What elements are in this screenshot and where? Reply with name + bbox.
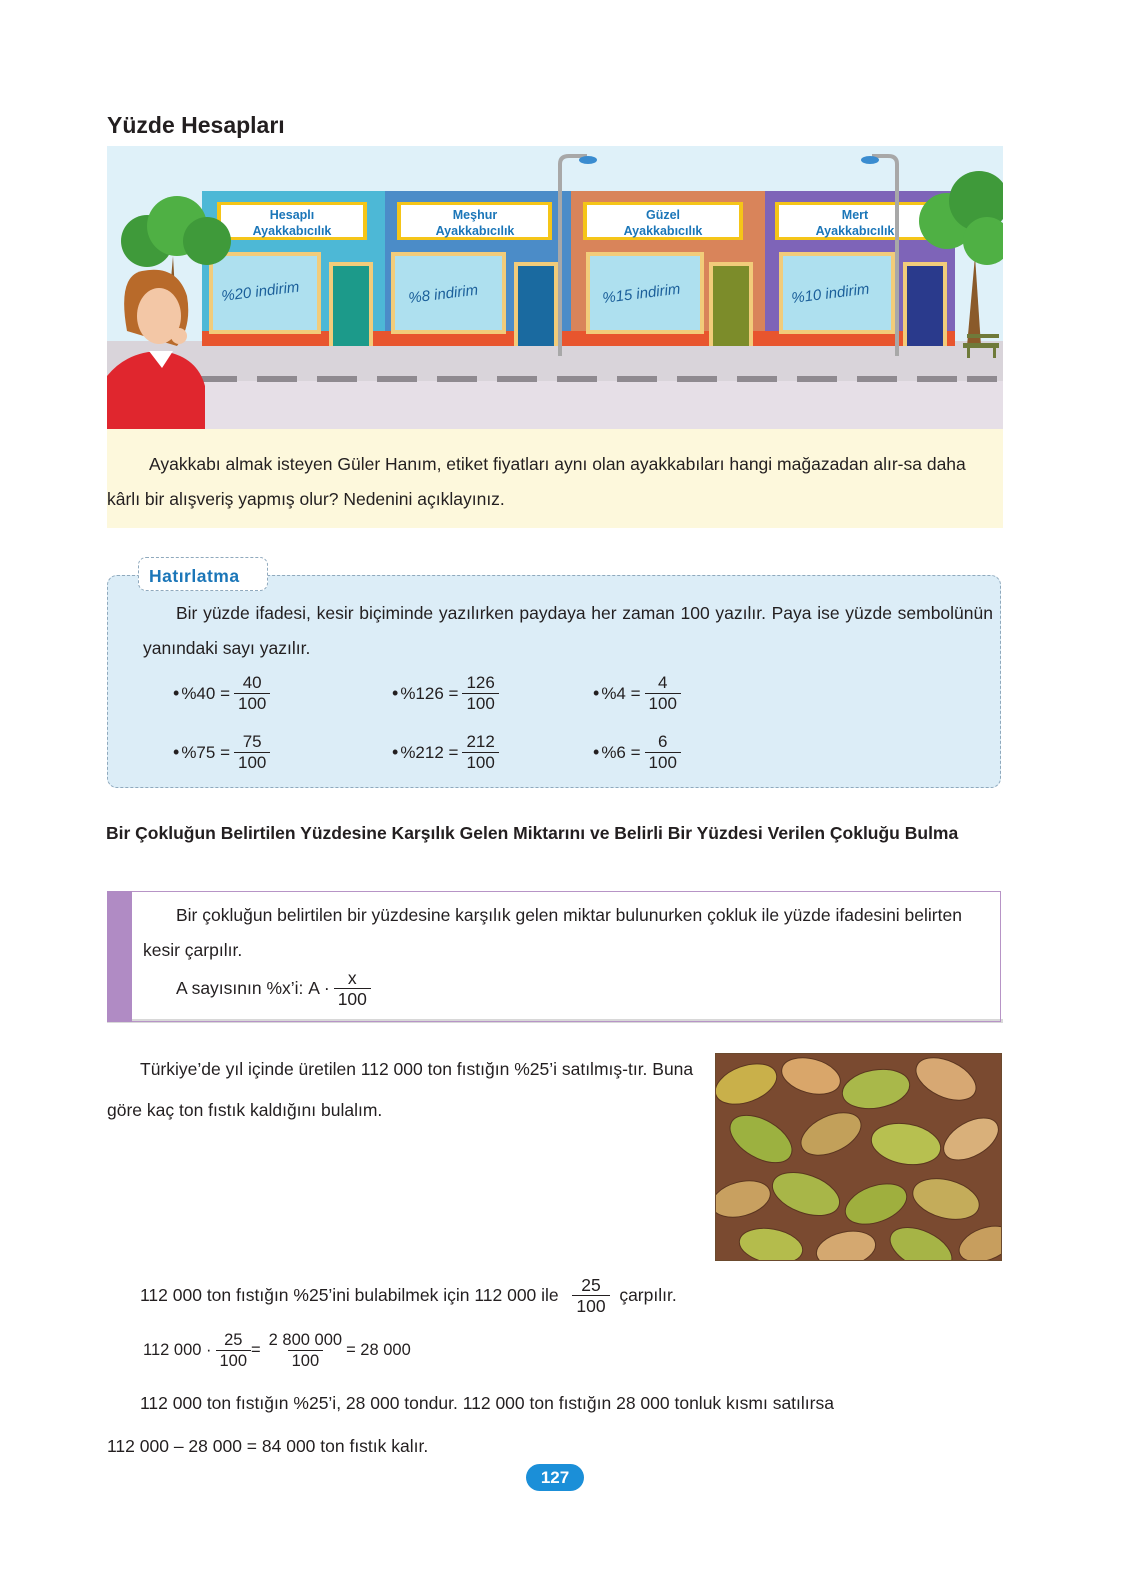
result-line-1: 112 000 ton fıstığın %25’i, 28 000 tondur. 112 000 ton fıstığın 28 000 tonluk kısmı satılırsa (140, 1393, 834, 1413)
shop1-name-line2: Ayakkabıcılık (252, 224, 332, 238)
example-fraction: • %126 = $\frac{126}{100}$ (392, 673, 499, 714)
pistachio-photo (715, 1053, 1002, 1261)
shop2-discount: %8 indirim (407, 281, 479, 307)
shop2-name-line1: Meşhur (452, 208, 498, 222)
calc-denominator-2: 100 (288, 1350, 324, 1371)
example-text: Türkiye’de yıl içinde üretilen 112 000 ton fıstığın %25’i satılmış-tır. Buna göre kaç ton fıstık kaldığını bulalım. (107, 1059, 694, 1120)
shop3-discount: %15 indirim (601, 280, 682, 307)
calc-result: = 28 000 (346, 1341, 411, 1359)
line1-before: 112 000 ton fıstığın %25’ini bulabilmek için 112 000 ile (140, 1285, 559, 1305)
shop3-name-line2: Ayakkabıcılık (623, 224, 703, 238)
example-fraction: • %212 = $\frac{212}{100}$ (392, 732, 499, 773)
calc-numerator-1: 25 (224, 1331, 243, 1349)
shop1-name-line1: Hesaplı (269, 208, 315, 222)
fraction-denominator: 100 (645, 752, 681, 773)
formula-label: A sayısının %x’i: (176, 978, 304, 998)
shop4-name-line2: Ayakkabıcılık (815, 224, 895, 238)
shop2-name-line2: Ayakkabıcılık (435, 224, 515, 238)
formula-a: A · (308, 978, 330, 998)
calc-numerator-2: 2 800 000 (268, 1331, 343, 1349)
calculation (143, 1330, 411, 1371)
question-text: Ayakkabı almak isteyen Güler Hanım, etiket fiyatları aynı olan ayakkabıları hangi mağazadan alır-sa daha kârlı bir alışveriş yapmış olur? Nedenini açıklayınız. (107, 454, 966, 509)
page-title: Yüzde Hesapları (107, 112, 285, 138)
fraction-numerator: 75 (242, 732, 262, 751)
calc-intro-line (140, 1275, 677, 1316)
rule-text: Bir çokluğun belirtilen bir yüzdesine karşılık gelen miktar bulunurken çokluk ile yüzde ifadesini belirten kesir çarpılır. (143, 905, 962, 960)
section-heading: Bir Çokluğun Belirtilen Yüzdesine Karşılık Gelen Miktarını ve Belirli Bir Yüzdesi Verilen Çokluğu Bulma (106, 823, 959, 843)
calc-equals: = (251, 1341, 261, 1359)
example-label: %6 (601, 742, 626, 762)
example-fraction: • %6 = $\frac{6}{100}$ (593, 732, 681, 773)
reminder-text: Bir yüzde ifadesi, kesir biçiminde yazılırken paydaya her zaman 100 yazılır. Paya ise yüzde sembolünün yanındaki sayı yazılır. (143, 603, 993, 658)
fraction-numerator: 6 (658, 732, 668, 751)
fraction-numerator: 4 (658, 673, 668, 692)
example-label: %212 (400, 742, 444, 762)
fraction-denominator: 100 (462, 693, 498, 714)
example-label: %75 (181, 742, 216, 762)
shop4-name-line1: Mert (841, 208, 869, 222)
question-box (107, 429, 1003, 528)
fraction-numerator: 212 (466, 732, 495, 751)
formula-denominator: 100 (334, 988, 371, 1009)
example-fraction: • %4 = $\frac{4}{100}$ (593, 673, 681, 714)
reminder-title: Hatırlatma (149, 566, 240, 586)
calc-denominator-1: 100 (216, 1350, 252, 1371)
result-line-2: 112 000 – 28 000 = 84 000 ton fıstık kalır. (107, 1436, 429, 1456)
example-label: %4 (601, 683, 626, 703)
fraction-denominator: 100 (645, 693, 681, 714)
shop3-name-line1: Güzel (645, 208, 681, 222)
line1-numerator: 25 (581, 1275, 601, 1295)
fraction-denominator: 100 (462, 752, 498, 773)
calc-multiplicand: 112 000 · (143, 1341, 212, 1359)
example-label: %40 (181, 683, 216, 703)
shop4-discount: %10 indirim (790, 280, 871, 307)
shop-street-illustration (107, 146, 1003, 429)
formula-numerator: x (347, 968, 357, 988)
fraction-numerator: 126 (466, 673, 495, 692)
fraction-denominator: 100 (234, 693, 270, 714)
fraction-numerator: 40 (242, 673, 262, 692)
example-fraction: • %40 = $\frac{40}{100}$ (173, 673, 270, 714)
formula (176, 968, 371, 1009)
example-fraction: • %75 = $\frac{75}{100}$ (173, 732, 270, 773)
line1-denominator: 100 (572, 1295, 609, 1316)
page-number: 127 (526, 1464, 584, 1491)
example-label: %126 (400, 683, 444, 703)
shop1-discount: %20 indirim (220, 278, 301, 305)
shop-street-svg (107, 146, 1003, 429)
rule-box-accent-bar (107, 891, 132, 1022)
fraction-denominator: 100 (234, 752, 270, 773)
line1-after: çarpılır. (619, 1285, 677, 1305)
pistachio-image (716, 1054, 1002, 1261)
